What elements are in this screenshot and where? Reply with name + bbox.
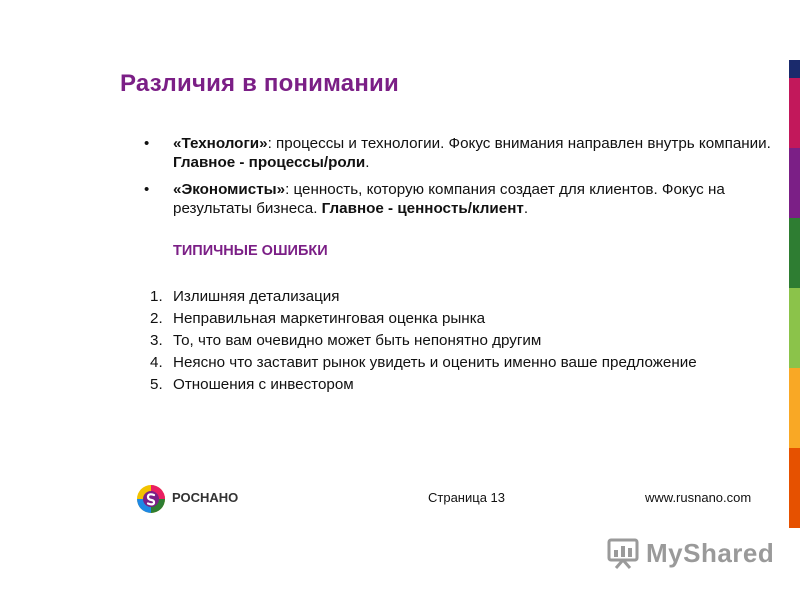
- watermark-text: MyShared: [646, 537, 775, 568]
- list-item: [150, 353, 770, 372]
- bullet-dot-icon: •: [144, 135, 150, 152]
- list-text: Излишняя детализация: [173, 288, 340, 305]
- list-number: 5.: [150, 376, 163, 393]
- list-item: [150, 287, 770, 306]
- list-item: [150, 309, 770, 328]
- list-text: То, что вам очевидно может быть непонятно другим: [173, 332, 542, 349]
- list-number: 2.: [150, 310, 163, 327]
- list-number: 3.: [150, 332, 163, 349]
- section-subheading: ТИПИЧНЫЕ ОШИБКИ: [173, 243, 328, 259]
- footer-brand: РОСНАНО: [172, 490, 239, 505]
- color-stripe: [789, 60, 800, 528]
- footer-page-number: Страница 13: [428, 490, 505, 505]
- rosnano-logo-icon: [136, 484, 166, 514]
- bullet-item: [140, 180, 780, 218]
- list-text: Неправильная маркетинговая оценка рынка: [173, 310, 486, 327]
- bullet-text: : процессы и технологии. Фокус внимания направлен внутрь компании.: [267, 135, 771, 152]
- bullet-bold-tail: Главное - ценность/клиент: [321, 200, 524, 217]
- myshared-logo-icon: [606, 536, 640, 570]
- list-text: Отношения с инвестором: [173, 376, 354, 393]
- slide-title: Различия в понимании: [120, 70, 399, 97]
- footer-url: www.rusnano.com: [645, 490, 752, 505]
- bullet-text: : ценность, которую компания создает для клиентов. Фокус на результаты бизнеса.: [173, 181, 725, 217]
- list-number: 1.: [150, 288, 163, 305]
- list-text: Неясно что заставит рынок увидеть и оценить именно ваше предложение: [173, 354, 697, 371]
- bullet-dot-icon: •: [144, 181, 150, 198]
- list-number: 4.: [150, 354, 163, 371]
- mistakes-list: [150, 287, 770, 397]
- bullet-end: .: [523, 200, 529, 217]
- myshared-watermark: [606, 536, 774, 570]
- bullet-lead: «Технологи»: [173, 135, 268, 152]
- bullet-bold-tail: Главное - процессы/роли: [173, 154, 366, 171]
- list-item: [150, 375, 770, 394]
- bullet-lead: «Экономисты»: [173, 181, 286, 198]
- list-item: [150, 331, 770, 350]
- bullet-item: [140, 134, 780, 172]
- bullet-list: [140, 134, 780, 226]
- bullet-end: .: [365, 154, 370, 171]
